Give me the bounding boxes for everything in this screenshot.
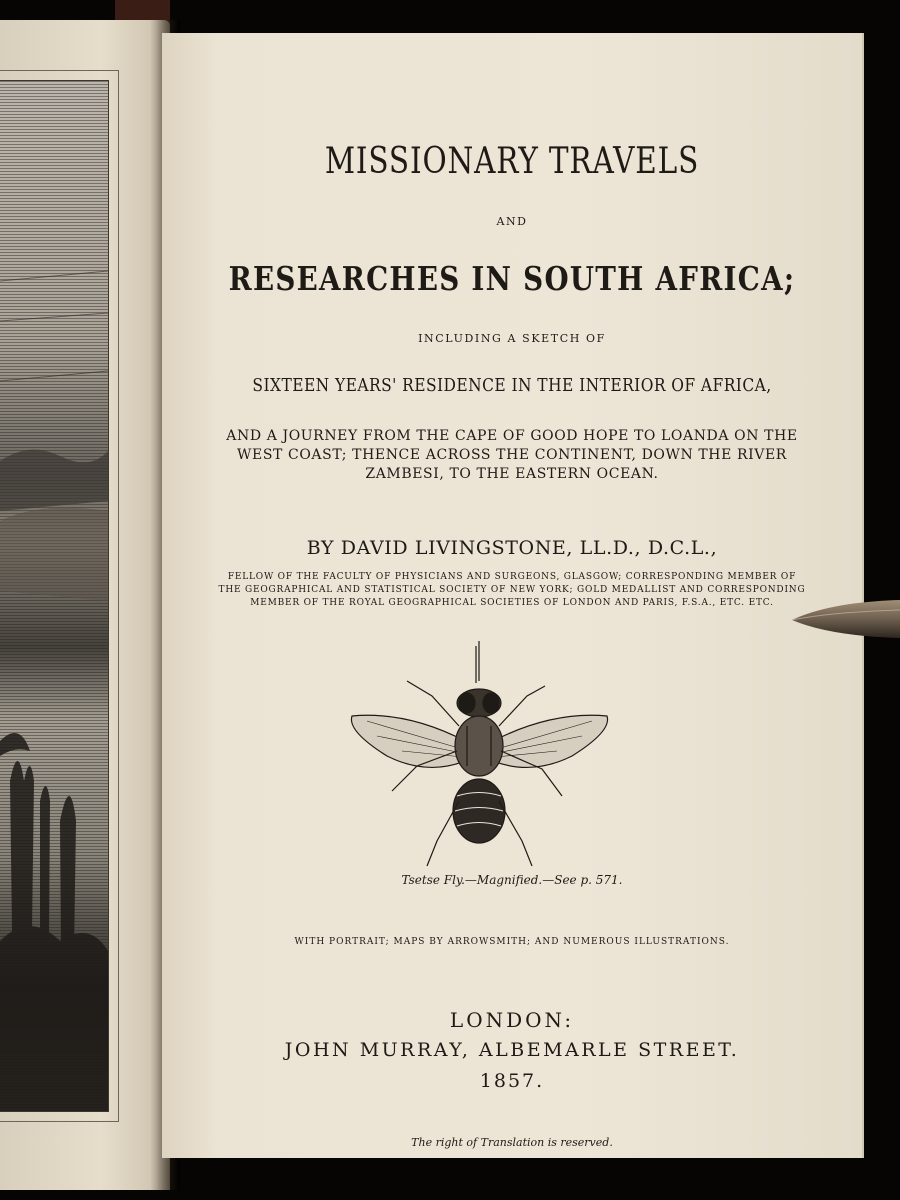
author-credentials: FELLOW OF THE FACULTY OF PHYSICIANS AND SURGEONS, GLASGOW; CORRESPONDING MEMBER OF THE GEOGRAPHICAL AND STATISTICAL SOCIETY OF NEW YORK; GOLD MEDALLIST AND CORRESPONDING MEMBER OF THE ROYAL GEOGRAPHICAL SOCIETIES OF LONDON AND PARIS, F.S.A., ETC. ETC. xyxy=(218,572,806,608)
imprint-city: LONDON: xyxy=(449,1008,575,1032)
landscape-engraving-icon xyxy=(0,81,108,1111)
frontispiece-engraving xyxy=(0,80,109,1112)
rights-notice: The right of Translation is reserved. xyxy=(411,1136,613,1149)
figure-caption: Tsetse Fly.—Magnified.—See p. 571. xyxy=(401,873,623,887)
imprint-year: 1857. xyxy=(479,1070,545,1092)
journey-description: AND A JOURNEY FROM THE CAPE OF GOOD HOPE TO LOANDA ON THE WEST COAST; THENCE ACROSS THE CONTINENT, DOWN THE RIVER ZAMBESI, TO THE EASTERN OCEAN. xyxy=(226,428,798,482)
frontispiece-page xyxy=(0,20,170,1190)
author-line: BY DAVID LIVINGSTONE, LL.D., D.C.L., xyxy=(306,537,718,559)
bookmark-pointer-icon xyxy=(790,596,900,642)
title-line-2: RESEARCHES IN SOUTH AFRICA; xyxy=(228,259,796,298)
tsetse-fly-icon xyxy=(347,641,612,876)
including-line: INCLUDING A SKETCH OF xyxy=(418,332,606,345)
imprint-publisher: JOHN MURRAY, ALBEMARLE STREET. xyxy=(284,1039,740,1061)
illustrations-note: WITH PORTRAIT; MAPS BY ARROWSMITH; AND NUMEROUS ILLUSTRATIONS. xyxy=(294,937,730,947)
title-page xyxy=(162,33,862,1158)
subtitle: SIXTEEN YEARS' RESIDENCE IN THE INTERIOR OF AFRICA, xyxy=(252,375,772,396)
title-conjunction: AND xyxy=(496,215,528,228)
title-line-1: MISSIONARY TRAVELS xyxy=(324,141,700,182)
